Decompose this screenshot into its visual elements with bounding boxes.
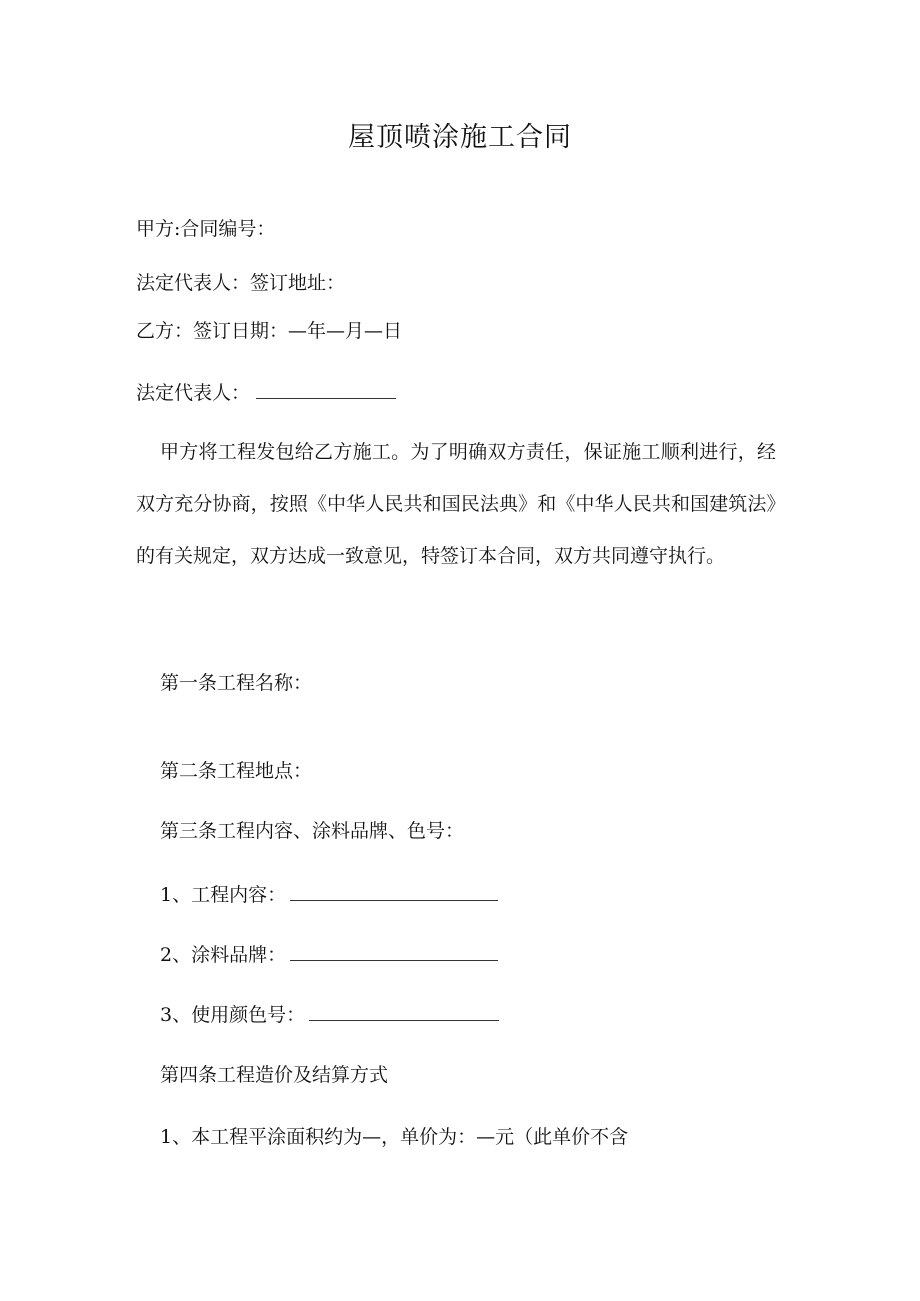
item-2-row [160, 938, 498, 970]
item-1-blank [290, 878, 498, 901]
item-3-row [160, 998, 499, 1030]
legal-rep-a-line: 法定代表人：签订地址： [136, 272, 346, 294]
document-title: 屋顶喷涂施工合同 [348, 122, 572, 153]
item-1-label: 1、工程内容： [160, 884, 287, 906]
preamble-paragraph: 甲方将工程发包给乙方施工。为了明确双方责任，保证施工顺利进行，经双方充分协商，按照《中华人民共和国民法典》和《中华人民共和国建筑法》的有关规定，双方达成一致意见，特签订本合同，双方共同遵守执行。 [136, 441, 776, 567]
article-3: 第三条工程内容、涂料品牌、色号： [160, 820, 465, 842]
item-3-blank [309, 998, 499, 1021]
party-a-line: 甲方:合同编号： [136, 218, 276, 240]
legal-rep-b-label: 法定代表人： [136, 382, 251, 404]
article-1: 第一条工程名称： [160, 672, 313, 694]
party-b-line: 乙方：签订日期：—年—月—日 [136, 320, 403, 342]
item-3-label: 3、使用颜色号： [160, 1004, 306, 1026]
legal-rep-b-blank [256, 376, 396, 399]
item-2-blank [290, 938, 498, 961]
item-1-row [160, 878, 498, 910]
clause-4-1: 1、本工程平涂面积约为—，单价为：—元（此单价不含 [160, 1126, 629, 1148]
article-2: 第二条工程地点： [160, 760, 313, 782]
item-2-label: 2、涂料品牌： [160, 944, 287, 966]
article-4: 第四条工程造价及结算方式 [160, 1064, 389, 1086]
legal-rep-b-row [136, 376, 396, 408]
